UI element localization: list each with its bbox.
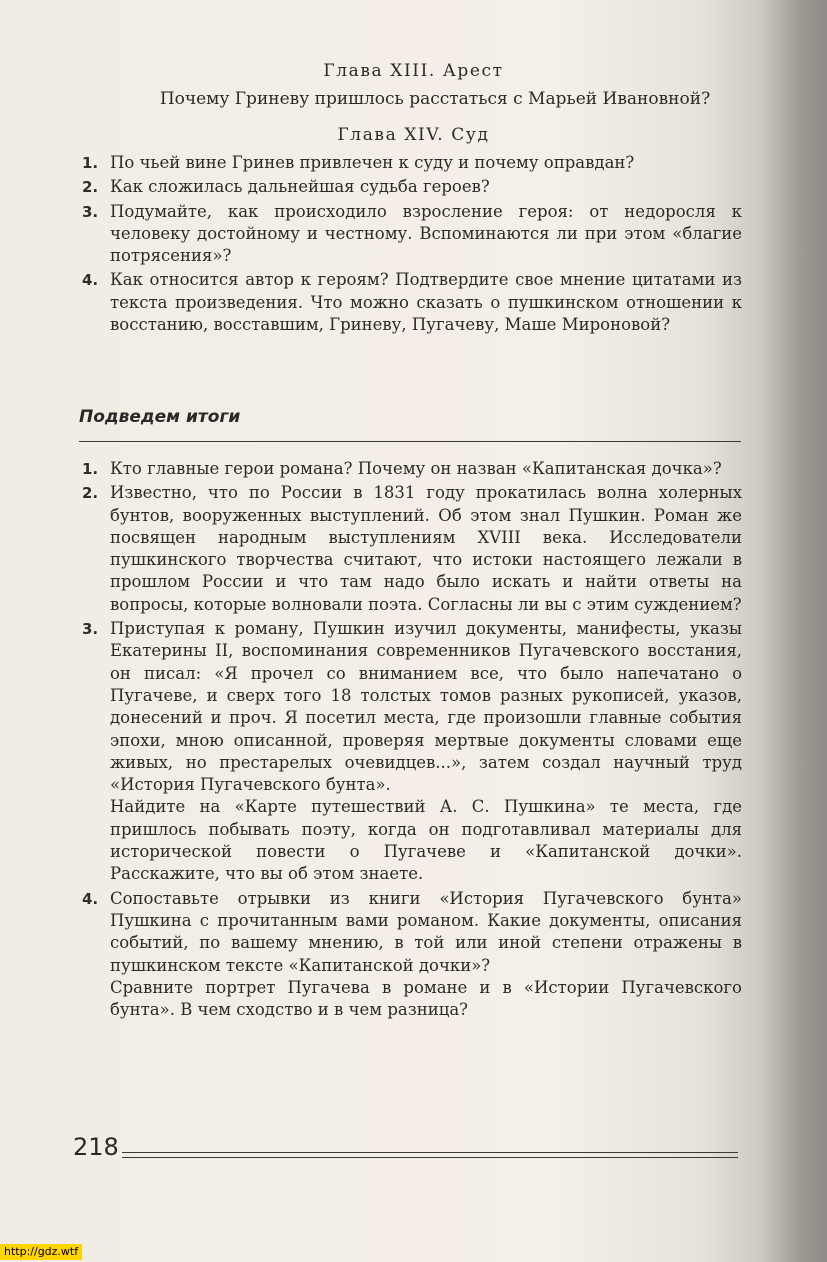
chapter-13-question: Почему Гриневу пришлось расстаться с Марьей Ивановной?: [159, 89, 711, 109]
list-item: [80, 888, 742, 1022]
question-task-text: Найдите на «Карте путешествий А. С. Пушкина» те места, где пришлось побывать поэту, когда он подготавливал материалы для исторической повести о Пугачеве и «Капитанской дочки». Расскажите, что вы об этом знаете.: [110, 797, 742, 884]
page-number: 218: [73, 1133, 119, 1161]
chapter-13-title: Глава XIII. Арест: [323, 61, 504, 81]
chapter-14-title: Глава XIV. Суд: [337, 125, 490, 145]
chapter-14-question-list: [80, 152, 742, 338]
question-text: Кто главные герои романа? Почему он назван «Капитанская дочка»?: [110, 459, 722, 478]
question-text: Приступая к роману, Пушкин изучил документы, манифесты, указы Екатерины II, воспоминания современников Пугачевского восстания, он писал: «Я прочел со вниманием все, что было напечатано о Пугачеве, и сверх того 18 толстых томов разных рукописей, указов, донесений и проч. Я посетил места, где произошли главные события эпохи, мною описанной, проверяя мертвые документы словами еще живых, но престарелых очевидцев...», затем создал научный труд «История Пугачевского бунта».: [110, 619, 742, 795]
watermark-link[interactable]: http://gdz.wtf: [0, 1244, 82, 1260]
question-number: 2.: [82, 178, 99, 197]
question-number: 4.: [82, 271, 99, 290]
question-number: 2.: [82, 484, 99, 503]
list-item: [80, 152, 742, 174]
question-number: 3.: [82, 620, 99, 639]
question-text: Подумайте, как происходило взросление героя: от недоросля к человеку достойному и честному. Вспоминаются ли при этом «благие потрясения»?: [110, 201, 742, 266]
list-item: [80, 458, 742, 480]
section-divider: [79, 441, 741, 442]
section-header: Подведем итоги: [79, 407, 241, 427]
question-text: Известно, что по России в 1831 году прокатилась волна холерных бунтов, вооруженных выступлений. Об этом знал Пушкин. Роман же посвящен народным выступлениям XVIII века. Исследователи пушкинского творчества считают, что истоки настоящего лежали в прошлом России и что там надо было искать и найти ответы на вопросы, которые волновали поэта. Согласны ли вы с этим суждением?: [110, 483, 742, 614]
list-item: [80, 176, 742, 198]
list-item: [80, 618, 742, 886]
question-text: По чьей вине Гринев привлечен к суду и почему оправдан?: [110, 153, 635, 172]
list-item: [80, 482, 742, 616]
question-text: Как сложилась дальнейшая судьба героев?: [110, 177, 490, 197]
summary-question-list: [80, 458, 742, 1023]
question-number: 4.: [82, 889, 99, 908]
question-text: Сопоставьте отрывки из книги «История Пугачевского бунта» Пушкина с прочитанным вами романом. Какие документы, описания событий, по вашему мнению, в той или иной степени отражены в пушкинском тексте «Капитанской дочки»?: [110, 888, 742, 975]
question-number: 3.: [82, 202, 99, 221]
list-item: [80, 269, 742, 336]
list-item: [80, 201, 742, 268]
question-number: 1.: [82, 460, 99, 478]
question-task-text: Сравните портрет Пугачева в романе и в «Истории Пугачевского бунта». В чем сходство и в чем разница?: [110, 977, 742, 1020]
question-text: Как относится автор к героям? Подтвердите свое мнение цитатами из текста произведения. Что можно сказать о пушкинском отношении к восстанию, восставшим, Гриневу, Пугачеву, Маше Мироновой?: [110, 270, 742, 335]
footer-divider: [122, 1152, 738, 1158]
question-number: 1.: [82, 154, 99, 172]
